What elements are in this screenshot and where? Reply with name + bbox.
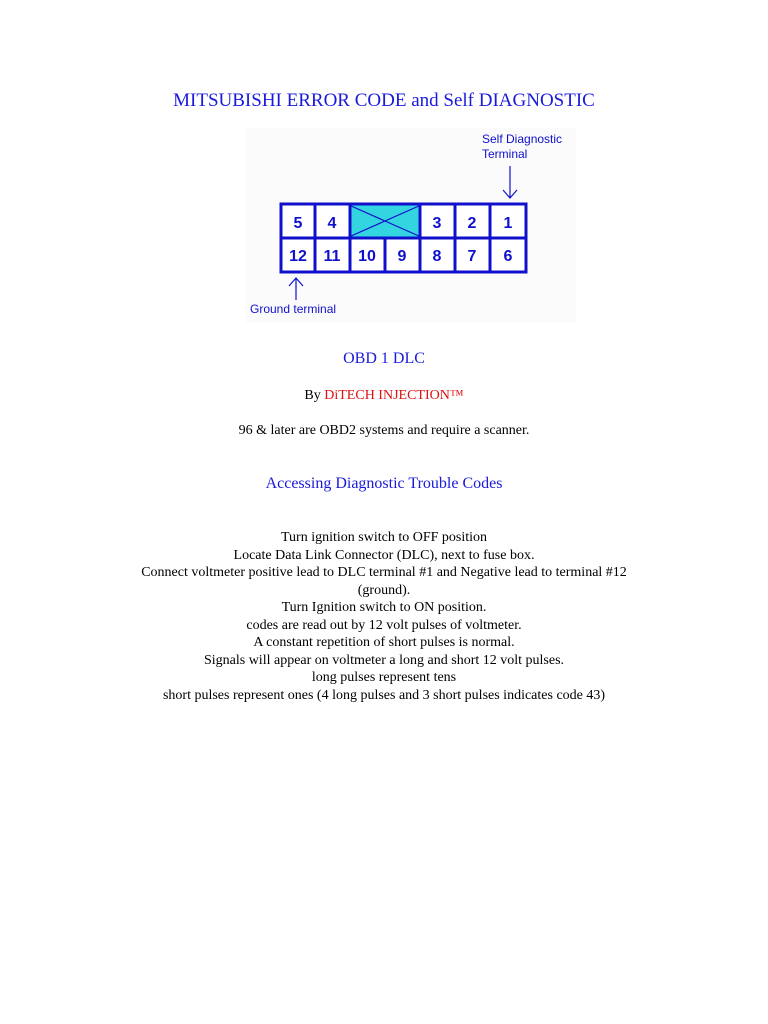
terminal-2: 2: [467, 215, 477, 232]
dlc-connector-diagram: [246, 128, 576, 323]
terminal-12: 12: [289, 248, 307, 265]
ground-terminal-label: Ground terminal: [250, 302, 337, 316]
terminal-6: 6: [503, 248, 513, 265]
instruction-line: A constant repetition of short pulses is normal.: [253, 635, 515, 650]
instruction-line: (ground).: [357, 582, 411, 598]
instruction-line: Locate Data Link Connector (DLC), next to fuse box.: [233, 547, 535, 563]
instruction-line: Turn ignition switch to OFF position: [280, 530, 488, 545]
obd-dlc-label: OBD 1 DLC: [343, 350, 425, 367]
brand-name: DiTECH INJECTION™: [324, 388, 464, 403]
terminal-9: 9: [397, 248, 407, 265]
instruction-line: short pulses represent ones (4 long pulses and 3 short pulses indicates code 43): [162, 687, 606, 703]
terminal-1: 1: [503, 215, 513, 232]
up-arrow-icon: [289, 278, 303, 300]
instruction-line: Turn Ignition switch to ON position.: [281, 600, 487, 615]
section-title: Accessing Diagnostic Trouble Codes: [265, 475, 503, 492]
terminal-3: 3: [432, 215, 442, 232]
self-diagnostic-label-line2: Terminal: [482, 147, 528, 161]
page-title: MITSUBISHI ERROR CODE and Self DIAGNOSTIC: [173, 90, 595, 111]
instruction-line: long pulses represent tens: [311, 670, 457, 685]
terminal-4: 4: [327, 215, 337, 232]
instructions-list: [100, 529, 668, 704]
terminal-11: 11: [323, 248, 341, 265]
byline-prefix: By: [304, 388, 325, 403]
instruction-line: Signals will appear on voltmeter a long and short 12 volt pulses.: [203, 652, 565, 668]
instruction-line: codes are read out by 12 volt pulses of voltmeter.: [246, 617, 522, 633]
instruction-line: Connect voltmeter positive lead to DLC terminal #1 and Negative lead to terminal #12: [141, 565, 627, 580]
dlc-diagram-svg: [246, 128, 576, 323]
self-diagnostic-label-line1: Self Diagnostic: [482, 132, 563, 146]
byline: [0, 388, 768, 404]
terminal-7: 7: [467, 248, 477, 265]
terminal-5: 5: [293, 215, 303, 232]
down-arrow-icon: [503, 166, 517, 198]
terminal-10: 10: [358, 248, 376, 265]
terminal-8: 8: [432, 248, 442, 265]
obd2-note: 96 & later are OBD2 systems and require a scanner.: [238, 423, 530, 438]
